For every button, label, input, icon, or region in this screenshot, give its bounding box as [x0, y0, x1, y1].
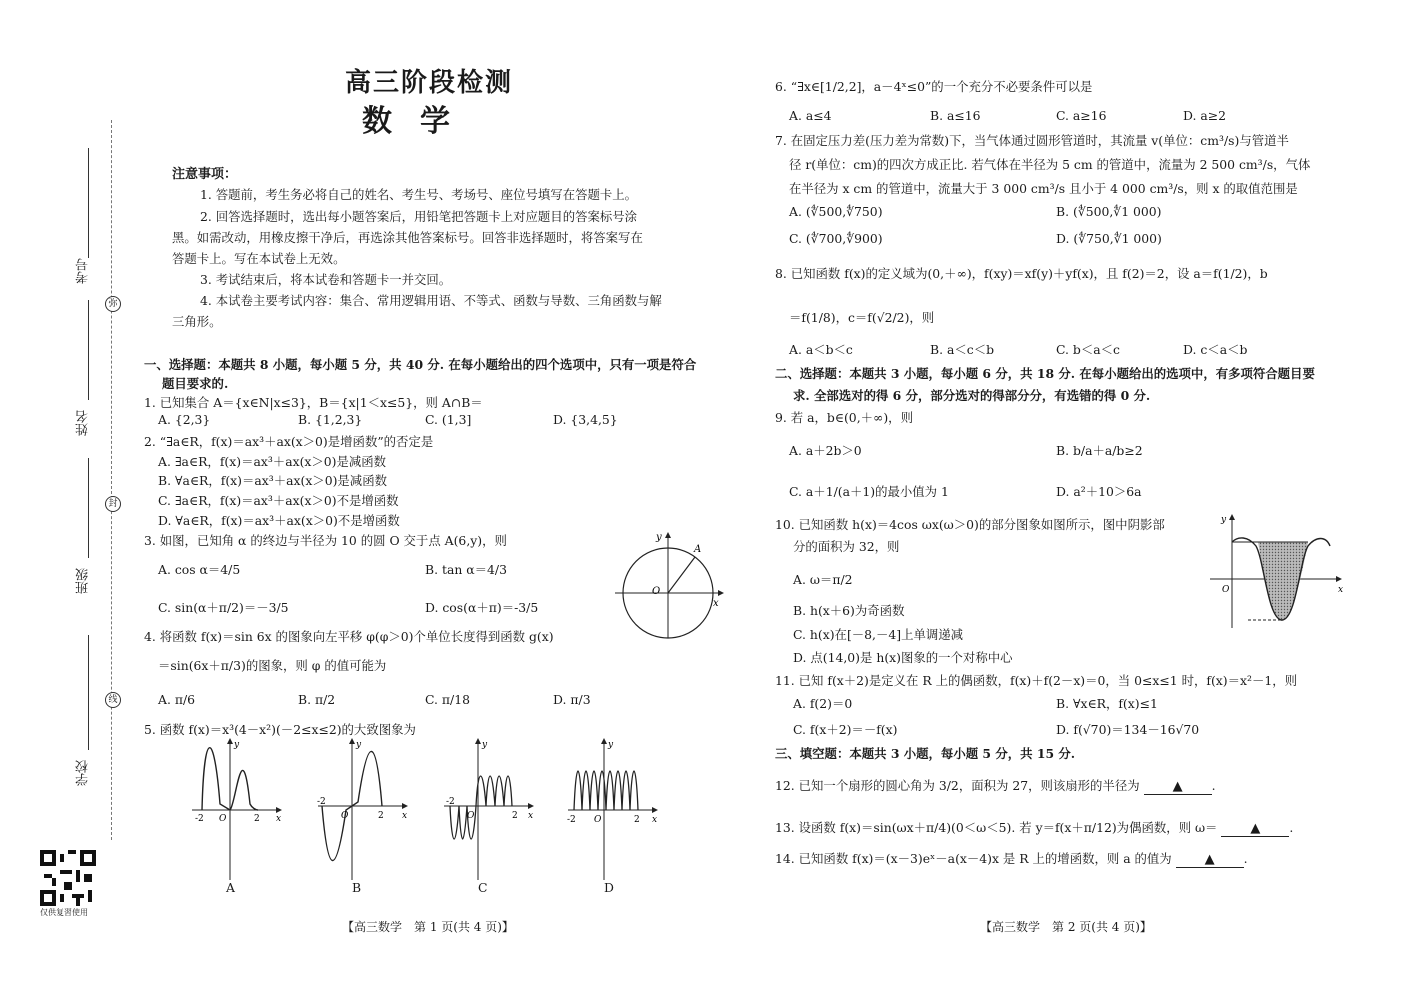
exam-title: 高三阶段检测 — [345, 68, 514, 98]
q11-option-c: C. f(x＋2)＝－f(x) — [793, 722, 898, 737]
q12-answer-blank[interactable] — [1144, 778, 1212, 795]
fig10-label-x: x — [1338, 585, 1344, 595]
question-2: 2. “∃a∈R，f(x)＝ax³＋ax(x＞0)是增函数”的否定是 — [144, 434, 434, 449]
q9-option-a: A. a＋2b＞0 — [789, 443, 862, 458]
q5-label-a: A — [226, 880, 235, 895]
q10-option-d: D. 点(14,0)是 h(x)图象的一个对称中心 — [793, 650, 1013, 665]
q13-blank-mark: ▲ — [1250, 821, 1261, 836]
seal-mark-xian: 线 — [105, 692, 121, 708]
margin-label-name: 姓名 — [76, 410, 91, 436]
fig5c-label-o: O — [467, 811, 475, 821]
q10-option-b: B. h(x＋6)为奇函数 — [793, 603, 905, 618]
fig5c-label-x: x — [528, 811, 534, 821]
q14-blank-mark: ▲ — [1204, 852, 1215, 867]
q3-option-b: B. tan α＝4/3 — [425, 562, 507, 577]
q13-text: 13. 设函数 f(x)＝sin(ωx＋π/4)(0＜ω＜5). 若 y＝f(x＋π/12)为偶函数，则 ω＝ — [775, 820, 1218, 835]
q10-option-a: A. ω＝π/2 — [793, 572, 853, 587]
q9-option-b: B. b/a＋a/b≥2 — [1056, 443, 1143, 458]
note-line-7: 三角形。 — [172, 314, 222, 329]
q2-option-b: B. ∀a∈R，f(x)＝ax³＋ax(x＞0)是减函数 — [158, 473, 387, 488]
q13-period: . — [1289, 820, 1294, 835]
question-5: 5. 函数 f(x)＝x³(4－x²)(－2≤x≤2)的大致图象为 — [144, 722, 416, 737]
seal-dash-line — [111, 120, 112, 840]
question-8: 8. 已知函数 f(x)的定义域为(0,＋∞)，f(xy)＝xf(y)＋yf(x)，且 f(2)＝2，设 a＝f(1/2)，b — [775, 266, 1268, 281]
q7-option-a: A. (∜500,∜750) — [789, 204, 883, 219]
fig5d-label-x: x — [652, 815, 658, 825]
q8-option-d: D. c＜a＜b — [1183, 342, 1248, 357]
section3-heading: 三、填空题：本题共 3 小题，每小题 5 分，共 15 分. — [775, 746, 1076, 761]
fig5d-label-y: y — [608, 740, 614, 750]
q5-graph-b — [314, 738, 414, 883]
q11-option-b: B. ∀x∈R，f(x)≤1 — [1056, 696, 1158, 711]
q7-option-b: B. (∜500,∜1 000) — [1056, 204, 1162, 219]
q14-answer-blank[interactable] — [1176, 851, 1244, 868]
q4-option-c: C. π/18 — [425, 692, 471, 707]
page2-footer: 【高三数学 第 2 页(共 4 页)】 — [980, 920, 1152, 934]
q12-text: 12. 已知一个扇形的圆心角为 3/2，面积为 27，则该扇形的半径为 — [775, 778, 1140, 793]
question-12 — [775, 776, 1216, 795]
fig5d-label-2: 2 — [634, 815, 640, 825]
qr-code-icon — [40, 850, 96, 906]
section1-heading: 一、选择题：本题共 8 小题，每小题 5 分，共 40 分. 在每小题给出的四个选项中，只有一项是符合 — [144, 357, 697, 372]
q7-option-d: D. (∜750,∜1 000) — [1056, 231, 1162, 246]
question-11: 11. 已知 f(x＋2)是定义在 R 上的偶函数，f(x)＋f(2－x)＝0，当 0≤x≤1 时，f(x)＝x²－1，则 — [775, 673, 1298, 688]
q1-option-b: B. {1,2,3} — [298, 412, 363, 427]
margin-label-class: 班级 — [76, 568, 91, 594]
q3-option-c: C. sin(α＋π/2)＝－3/5 — [158, 600, 289, 615]
question-7-line-1: 7. 在固定压力差(压力差为常数)下，当气体通过圆形管道时，其流量 v(单位：cm³/s)与管道半 — [775, 133, 1289, 148]
question-3: 3. 如图，已知角 α 的终边与半径为 10 的圆 O 交于点 A(6,y)，则 — [144, 533, 507, 548]
margin-label-school: 学校 — [76, 760, 91, 786]
margin-line-school — [88, 635, 89, 750]
fig5a-label-neg2: -2 — [195, 814, 204, 824]
question-1: 1. 已知集合 A＝{x∈N|x≤3}，B＝{x|1＜x≤5}，则 A∩B＝ — [144, 395, 483, 410]
question-14 — [775, 849, 1248, 868]
fig5a-label-o: O — [219, 814, 227, 824]
q13-answer-blank[interactable] — [1221, 820, 1289, 837]
note-line-4: 答题卡上。写在本试卷上无效。 — [172, 251, 346, 266]
question-4-cont: ＝sin(6x＋π/3)的图象，则 φ 的值可能为 — [158, 658, 387, 673]
fig5d-label-o: O — [594, 815, 602, 825]
q3-option-a: A. cos α＝4/5 — [158, 562, 241, 577]
margin-line-name — [88, 300, 89, 400]
q5-graph-d — [564, 738, 664, 883]
q9-option-c: C. a＋1/(a＋1)的最小值为 1 — [789, 484, 949, 499]
q6-option-c: C. a≥16 — [1056, 108, 1107, 123]
seal-mark-feng: 封 — [105, 496, 121, 512]
fig5b-label-o: O — [341, 811, 349, 821]
fig5a-label-y: y — [234, 740, 240, 750]
q5-label-b: B — [352, 880, 362, 895]
fig5b-label-neg2: -2 — [317, 797, 326, 807]
q8-option-b: B. a＜c＜b — [930, 342, 995, 357]
question-7-line-2: 径 r(单位：cm)的四次方成正比. 若气体在半径为 5 cm 的管道中，流量为 2 500 cm³/s，气体 — [789, 157, 1311, 172]
q4-option-d: D. π/3 — [553, 692, 591, 707]
margin-line-kaohao — [88, 148, 89, 258]
q14-period: . — [1243, 851, 1248, 866]
q11-option-d: D. f(√70)＝134－16√70 — [1056, 722, 1200, 737]
exam-subject: 数学 — [362, 104, 478, 139]
question-13 — [775, 818, 1293, 837]
question-10: 10. 已知函数 h(x)＝4cos ωx(ω＞0)的部分图象如图所示，图中阴影部 — [775, 517, 1165, 532]
fig5b-label-x: x — [402, 811, 408, 821]
question-4: 4. 将函数 f(x)＝sin 6x 的图象向左平移 φ(φ＞0)个单位长度得到函数 g(x) — [144, 629, 554, 644]
q1-option-d: D. {3,4,5} — [553, 412, 618, 427]
qr-caption: 仅供复習使用 — [40, 908, 88, 917]
fig5c-label-neg2: -2 — [446, 797, 455, 807]
q1-option-a: A. {2,3} — [158, 412, 211, 427]
note-line-1: 1. 答题前，考生务必将自己的姓名、考生号、考场号、座位号填写在答题卡上。 — [200, 187, 638, 202]
fig10-label-y: y — [1221, 515, 1227, 525]
fig10-label-o: O — [1222, 585, 1230, 595]
note-line-6: 4. 本试卷主要考试内容：集合、常用逻辑用语、不等式、函数与导数、三角函数与解 — [200, 293, 662, 308]
fig5d-label-neg2: -2 — [567, 815, 576, 825]
q14-text: 14. 已知函数 f(x)＝(x－3)eˣ－a(x－4)x 是 R 上的增函数，则 a 的值为 — [775, 851, 1172, 866]
q1-option-c: C. (1,3] — [425, 412, 472, 427]
q12-period: . — [1211, 778, 1216, 793]
q2-option-a: A. ∃a∈R，f(x)＝ax³＋ax(x＞0)是减函数 — [158, 454, 387, 469]
q2-option-d: D. ∀a∈R，f(x)＝ax³＋ax(x＞0)不是增函数 — [158, 513, 400, 528]
fig5b-label-y: y — [356, 740, 362, 750]
q2-option-c: C. ∃a∈R，f(x)＝ax³＋ax(x＞0)不是增函数 — [158, 493, 399, 508]
q10-cosine-graph-figure — [1208, 512, 1348, 630]
question-9: 9. 若 a，b∈(0,＋∞)，则 — [775, 410, 913, 425]
fig3-label-o: O — [652, 586, 661, 597]
question-6: 6. “∃x∈[1/2,2]，a－4ˣ≤0”的一个充分不必要条件可以是 — [775, 79, 1093, 94]
page1-footer: 【高三数学 第 1 页(共 4 页)】 — [342, 920, 514, 934]
question-10-cont: 分的面积为 32，则 — [793, 539, 900, 554]
seal-mark-mi: 弥 — [105, 296, 121, 312]
q6-option-b: B. a≤16 — [930, 108, 981, 123]
margin-line-class — [88, 458, 89, 558]
q6-option-a: A. a≤4 — [789, 108, 832, 123]
question-7-line-3: 在半径为 x cm 的管道中，流量大于 3 000 cm³/s 且小于 4 000 cm³/s，则 x 的取值范围是 — [789, 181, 1298, 196]
q10-option-c: C. h(x)在[－8,－4]上单调递减 — [793, 627, 964, 642]
q7-option-c: C. (∜700,∜900) — [789, 231, 883, 246]
fig5a-label-2: 2 — [254, 814, 260, 824]
q11-option-a: A. f(2)＝0 — [793, 696, 853, 711]
q4-option-b: B. π/2 — [298, 692, 336, 707]
q5-label-c: C — [478, 880, 488, 895]
fig5c-label-2: 2 — [512, 811, 518, 821]
fig5c-label-y: y — [482, 740, 488, 750]
fig3-label-x: x — [713, 598, 719, 609]
q8-option-a: A. a＜b＜c — [789, 342, 853, 357]
q5-graph-a — [188, 738, 288, 883]
q9-option-d: D. a²＋10＞6a — [1056, 484, 1142, 499]
section2-heading: 二、选择题：本题共 3 小题，每小题 6 分，共 18 分. 在每小题给出的选项中，有多项符合题目要 — [775, 366, 1315, 381]
q4-option-a: A. π/6 — [158, 692, 196, 707]
q6-option-d: D. a≥2 — [1183, 108, 1227, 123]
fig5b-label-2: 2 — [378, 811, 384, 821]
q5-graph-c — [440, 738, 540, 883]
q5-label-d: D — [604, 880, 614, 895]
section1-heading-cont: 题目要求的. — [162, 376, 229, 391]
notes-heading: 注意事项： — [172, 167, 238, 182]
question-8-cont: ＝f(1/8)，c＝f(√2/2)，则 — [789, 310, 935, 325]
fig3-label-a: A — [694, 544, 702, 555]
q3-option-d: D. cos(α＋π)＝-3/5 — [425, 600, 539, 615]
fig5a-label-x: x — [276, 814, 282, 824]
note-line-2: 2. 回答选择题时，选出每小题答案后，用铅笔把答题卡上对应题目的答案标号涂 — [200, 209, 638, 224]
q12-blank-mark: ▲ — [1172, 779, 1183, 794]
note-line-3: 黑。如需改动，用橡皮擦干净后，再选涂其他答案标号。回答非选择题时，将答案写在 — [172, 230, 643, 245]
margin-label-kaohao: 考号 — [76, 258, 91, 284]
section2-heading-cont: 求. 全部选对的得 6 分，部分选对的得部分分，有选错的得 0 分. — [793, 388, 1151, 403]
q8-option-c: C. b＜a＜c — [1056, 342, 1120, 357]
note-line-5: 3. 考试结束后，将本试卷和答题卡一并交回。 — [200, 272, 452, 287]
fig3-label-y: y — [656, 532, 662, 543]
q3-unit-circle-figure — [610, 530, 725, 640]
